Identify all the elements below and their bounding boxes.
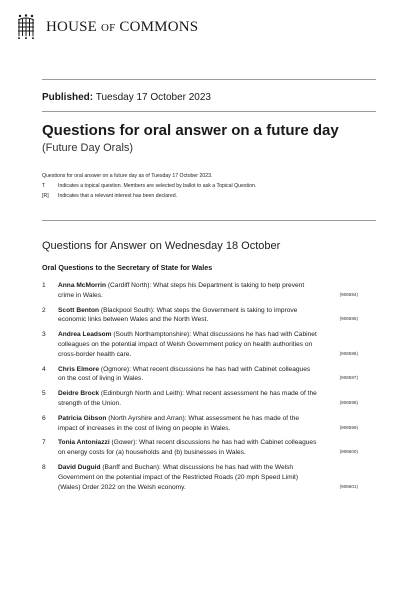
note-symbol: T [42, 183, 46, 189]
question-number: 3 [42, 331, 46, 339]
constituency: (Banff and Buchan): [102, 463, 161, 471]
question-item [42, 281, 358, 301]
question-item [42, 463, 358, 492]
org-house: HOUSE [46, 18, 98, 35]
member-name: Tonia Antoniazzi [58, 439, 110, 447]
organisation-name [46, 19, 198, 36]
question-ref: (906597) [339, 375, 358, 381]
portcullis-icon [16, 14, 36, 40]
published-date: Tuesday 17 October 2023 [95, 92, 211, 103]
question-item [42, 414, 358, 434]
note-text: Indicates that a relevant interest has been declared. [58, 193, 178, 199]
note-text: Indicates a topical question. Members are selected by ballot to ask a Topical Question. [58, 183, 257, 189]
question-ref: (906599) [339, 424, 358, 430]
question-number: 2 [42, 306, 46, 314]
note-item [42, 181, 256, 191]
constituency: (Gower): [111, 439, 138, 447]
member-name: Patricia Gibson [58, 414, 107, 422]
questions-list [42, 281, 358, 497]
question-number: 7 [42, 439, 46, 447]
member-name: Scott Benton [58, 306, 100, 314]
question-item [42, 306, 358, 326]
member-name: Andrea Leadsom [58, 331, 112, 339]
section-title: Questions for Answer on Wednesday 18 October [42, 240, 281, 252]
question-text: What steps his Department is taking to help prevent crime in Wales. [58, 282, 305, 299]
note-symbol: [R] [42, 193, 49, 199]
question-item [42, 438, 358, 458]
constituency: (Blackpool South): [100, 306, 155, 314]
org-of: OF [100, 21, 116, 34]
question-text: What discussions he has had with Cabinet colleagues on the potential impact of Welsh Government policy on health authorities on cross-border health care. [58, 331, 317, 358]
question-ref: (906600) [339, 449, 358, 455]
question-text: What recent discussions he has had with Cabinet colleagues on the cost of living in Wales. [58, 365, 311, 383]
question-ref: (906598) [339, 399, 358, 405]
question-number: 6 [42, 414, 46, 422]
member-name: Deidre Brock [58, 390, 100, 398]
top-rule [42, 79, 376, 80]
published-line [42, 92, 211, 103]
member-name: Anna McMorrin [58, 282, 106, 289]
constituency: (South Northamptonshire): [113, 331, 192, 339]
member-name: Chris Elmore [58, 365, 100, 373]
constituency: (North Ayrshire and Arran): [108, 414, 187, 422]
header [16, 14, 198, 40]
published-label: Published: [42, 92, 94, 103]
question-text: What recent discussions he has had with Cabinet colleagues on energy costs for (a) households and (b) businesses in Wales. [58, 439, 317, 457]
constituency: (Ogmore): [100, 365, 131, 373]
question-item [42, 365, 358, 385]
member-name: David Duguid [58, 463, 101, 471]
question-text: What discussions he has had with the Welsh Government on the potential impact of the Restricted Roads (20 mph Speed Limit) (Wales) Order 2022 on the Welsh economy. [58, 463, 299, 491]
notes [42, 171, 256, 201]
notes-rule [42, 220, 376, 221]
question-ref: (906601) [339, 483, 358, 489]
page-subtitle: (Future Day Orals) [42, 142, 134, 154]
org-commons: COMMONS [119, 18, 199, 35]
question-number: 1 [42, 282, 46, 289]
question-ref: (906596) [339, 350, 358, 356]
question-ref: (906594) [339, 291, 358, 297]
page-title: Questions for oral answer on a future day [42, 122, 339, 139]
constituency: (Edinburgh North and Leith): [100, 390, 185, 398]
question-number: 8 [42, 463, 46, 471]
question-number: 5 [42, 390, 46, 398]
question-item [42, 389, 358, 409]
question-ref: (906595) [339, 316, 358, 322]
note-item [42, 191, 256, 201]
question-text: What assessment he has made of the impact of increases in the cost of living on people in Wales. [58, 414, 300, 432]
notes-intro: Questions for oral answer on a future day as of Tuesday 17 October 2023. [42, 173, 213, 179]
question-number: 4 [42, 365, 46, 373]
constituency: (Cardiff North): [107, 282, 152, 289]
section-subtitle: Oral Questions to the Secretary of State for Wales [42, 263, 213, 272]
question-text: What recent assessment he has made of the strength of the Union. [58, 390, 317, 407]
published-rule [42, 111, 376, 112]
question-item [42, 330, 358, 359]
question-text: What steps the Government is taking to improve economic links between Wales and the North West. [58, 306, 298, 324]
